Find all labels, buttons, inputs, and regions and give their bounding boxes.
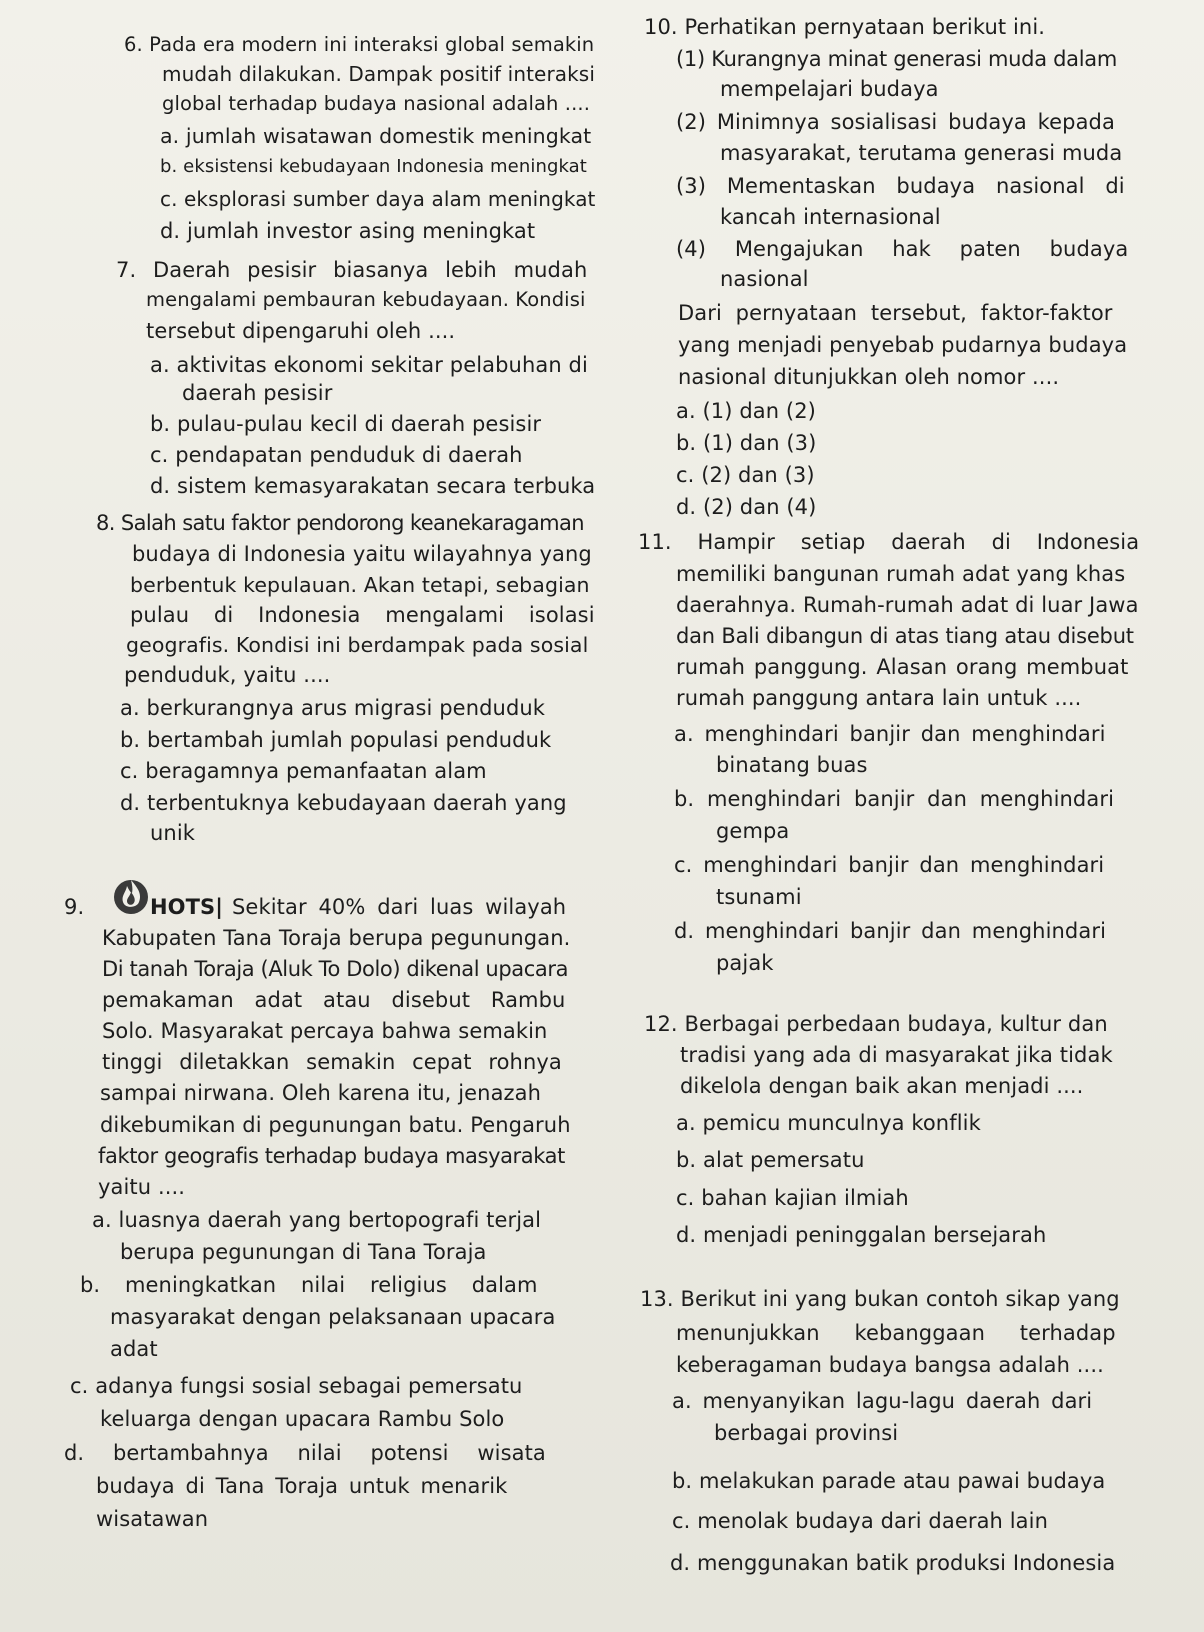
q9-option-a-cont: berupa pegunungan di Tana Toraja: [120, 1240, 487, 1264]
q9-option-b-cont: masyarakat dengan pelaksanaan upacara: [110, 1305, 556, 1329]
q13-option-c: c. menolak budaya dari daerah lain: [672, 1509, 1048, 1533]
q6-option-b: b. eksistensi kebudayaan Indonesia meningkat: [160, 156, 587, 177]
q11-option-a-cont: binatang buas: [716, 753, 868, 777]
q12-option-c: c. bahan kajian ilmiah: [676, 1186, 909, 1210]
q6-option-a: a. jumlah wisatawan domestik meningkat: [160, 124, 592, 148]
hots-label: HOTS|: [150, 895, 224, 919]
q13-option-d: d. menggunakan batik produksi Indonesia: [670, 1551, 1116, 1575]
q9-line: yaitu ....: [98, 1175, 186, 1199]
q11-option-d: d. menghindari banjir dan menghindari: [674, 919, 1106, 943]
q10-option-b: b. (1) dan (3): [676, 431, 817, 455]
q9-line: Sekitar 40% dari luas wilayah: [232, 895, 567, 919]
q11-option-a: a. menghindari banjir dan menghindari: [674, 722, 1106, 746]
q10-option-c: c. (2) dan (3): [676, 463, 815, 487]
q6-option-c: c. eksplorasi sumber daya alam meningkat: [160, 187, 596, 211]
q10-statement-4-cont: nasional: [720, 267, 809, 291]
q8-line: penduduk, yaitu ....: [124, 663, 331, 687]
q8-option-b: b. bertambah jumlah populasi penduduk: [120, 728, 552, 752]
q7-line: tersebut dipengaruhi oleh ....: [146, 319, 456, 343]
q8-option-d-cont: unik: [150, 821, 196, 845]
q6-line: global terhadap budaya nasional adalah ....: [162, 92, 590, 115]
q9-option-a: a. luasnya daerah yang bertopografi terjal: [92, 1208, 542, 1232]
q13-option-b: b. melakukan parade atau pawai budaya: [672, 1469, 1106, 1493]
q9-line: Di tanah Toraja (Aluk To Dolo) dikenal upacara: [102, 957, 569, 981]
q9-line: Solo. Masyarakat percaya bahwa semakin: [102, 1019, 548, 1043]
q13-line: keberagaman budaya bangsa adalah ....: [676, 1353, 1104, 1377]
q11-option-b: b. menghindari banjir dan menghindari: [674, 787, 1114, 811]
q13-line: menunjukkan kebanggaan terhadap: [676, 1321, 1116, 1345]
q7-option-a-cont: daerah pesisir: [182, 381, 333, 405]
q7-option-b: b. pulau-pulau kecil di daerah pesisir: [150, 412, 542, 436]
q11-option-c: c. menghindari banjir dan menghindari: [674, 853, 1105, 877]
q9-number: 9.: [64, 895, 85, 919]
q12-line: tradisi yang ada di masyarakat jika tidak: [680, 1043, 1113, 1067]
q7-line: 7. Daerah pesisir biasanya lebih mudah: [116, 258, 588, 282]
q10-line: yang menjadi penyebab pudarnya budaya: [678, 333, 1128, 357]
q12-line: 12. Berbagai perbedaan budaya, kultur dan: [644, 1012, 1108, 1036]
q10-statement-2-cont: masyarakat, terutama generasi muda: [720, 141, 1123, 165]
q8-line: berbentuk kepulauan. Akan tetapi, sebagian: [130, 573, 590, 597]
q7-option-c: c. pendapatan penduduk di daerah: [150, 443, 523, 467]
q11-line: daerahnya. Rumah-rumah adat di luar Jawa: [676, 593, 1139, 617]
q8-option-c: c. beragamnya pemanfaatan alam: [120, 759, 487, 783]
q7-option-a: a. aktivitas ekonomi sekitar pelabuhan di: [150, 353, 588, 377]
q9-line: pemakaman adat atau disebut Rambu: [102, 988, 566, 1012]
hots-flame-icon: [108, 872, 154, 918]
q13-line: 13. Berikut ini yang bukan contoh sikap yang: [640, 1287, 1120, 1311]
q7-line: mengalami pembauran kebudayaan. Kondisi: [146, 288, 586, 311]
q6-option-d: d. jumlah investor asing meningkat: [160, 219, 536, 243]
q11-line: dan Bali dibangun di atas tiang atau disebut: [676, 624, 1134, 648]
q11-line: memiliki bangunan rumah adat yang khas: [676, 562, 1126, 586]
q10-statement-1: (1) Kurangnya minat generasi muda dalam: [676, 47, 1117, 71]
q9-option-c-cont: keluarga dengan upacara Rambu Solo: [100, 1407, 505, 1431]
q10-statement-4: (4) Mengajukan hak paten budaya: [676, 237, 1129, 261]
q12-option-b: b. alat pemersatu: [676, 1148, 865, 1172]
q8-line: geografis. Kondisi ini berdampak pada sosial: [126, 633, 589, 657]
q9-line: tinggi diletakkan semakin cepat rohnya: [102, 1050, 562, 1074]
q12-option-a: a. pemicu munculnya konflik: [676, 1111, 981, 1135]
q10-option-a: a. (1) dan (2): [676, 399, 816, 423]
q10-statement-3-cont: kancah internasional: [720, 205, 941, 229]
q8-line: pulau di Indonesia mengalami isolasi: [130, 603, 595, 627]
q10-statement-2: (2) Minimnya sosialisasi budaya kepada: [676, 110, 1115, 134]
q11-option-d-cont: pajak: [716, 951, 774, 975]
q8-option-a: a. berkurangnya arus migrasi penduduk: [120, 696, 546, 720]
q13-option-a-cont: berbagai provinsi: [714, 1421, 899, 1445]
q10-statement-1-cont: mempelajari budaya: [720, 77, 939, 101]
q9-option-d-cont: wisatawan: [96, 1507, 209, 1531]
q9-line: Kabupaten Tana Toraja berupa pegunungan.: [102, 926, 571, 950]
q11-line: 11. Hampir setiap daerah di Indonesia: [638, 530, 1140, 554]
q6-line: 6. Pada era modern ini interaksi global semakin: [124, 33, 595, 56]
q12-option-d: d. menjadi peninggalan bersejarah: [676, 1223, 1047, 1247]
q9-line: dikebumikan di pegunungan batu. Pengaruh: [100, 1113, 571, 1137]
q7-option-d: d. sistem kemasyarakatan secara terbuka: [150, 474, 596, 498]
q9-option-b: b. meningkatkan nilai religius dalam: [80, 1273, 538, 1297]
q9-line: sampai nirwana. Oleh karena itu, jenazah: [100, 1081, 542, 1105]
q9-option-b-cont: adat: [110, 1337, 158, 1361]
q11-option-b-cont: gempa: [716, 819, 790, 843]
q10-statement-3: (3) Mementaskan budaya nasional di: [676, 174, 1125, 198]
q8-option-d: d. terbentuknya kebudayaan daerah yang: [120, 791, 567, 815]
q12-line: dikelola dengan baik akan menjadi ....: [680, 1074, 1084, 1098]
q11-line: rumah panggung. Alasan orang membuat: [676, 655, 1129, 679]
q8-line: 8. Salah satu faktor pendorong keanekaragaman: [96, 511, 584, 535]
q6-line: mudah dilakukan. Dampak positif interaksi: [162, 62, 595, 86]
q10-line: Dari pernyataan tersebut, faktor-faktor: [678, 301, 1113, 325]
q10-line: 10. Perhatikan pernyataan berikut ini.: [644, 15, 1046, 39]
q9-line: faktor geografis terhadap budaya masyarakat: [98, 1144, 565, 1168]
q11-line: rumah panggung antara lain untuk ....: [676, 686, 1082, 710]
q9-option-d-cont: budaya di Tana Toraja untuk menarik: [96, 1474, 508, 1498]
q8-line: budaya di Indonesia yaitu wilayahnya yang: [132, 542, 592, 566]
q10-line: nasional ditunjukkan oleh nomor ....: [678, 365, 1060, 389]
q13-option-a: a. menyanyikan lagu-lagu daerah dari: [672, 1389, 1093, 1413]
q10-option-d: d. (2) dan (4): [676, 495, 817, 519]
q9-option-d: d. bertambahnya nilai potensi wisata: [64, 1441, 546, 1465]
q11-option-c-cont: tsunami: [716, 885, 802, 909]
q9-option-c: c. adanya fungsi sosial sebagai pemersatu: [70, 1374, 523, 1398]
